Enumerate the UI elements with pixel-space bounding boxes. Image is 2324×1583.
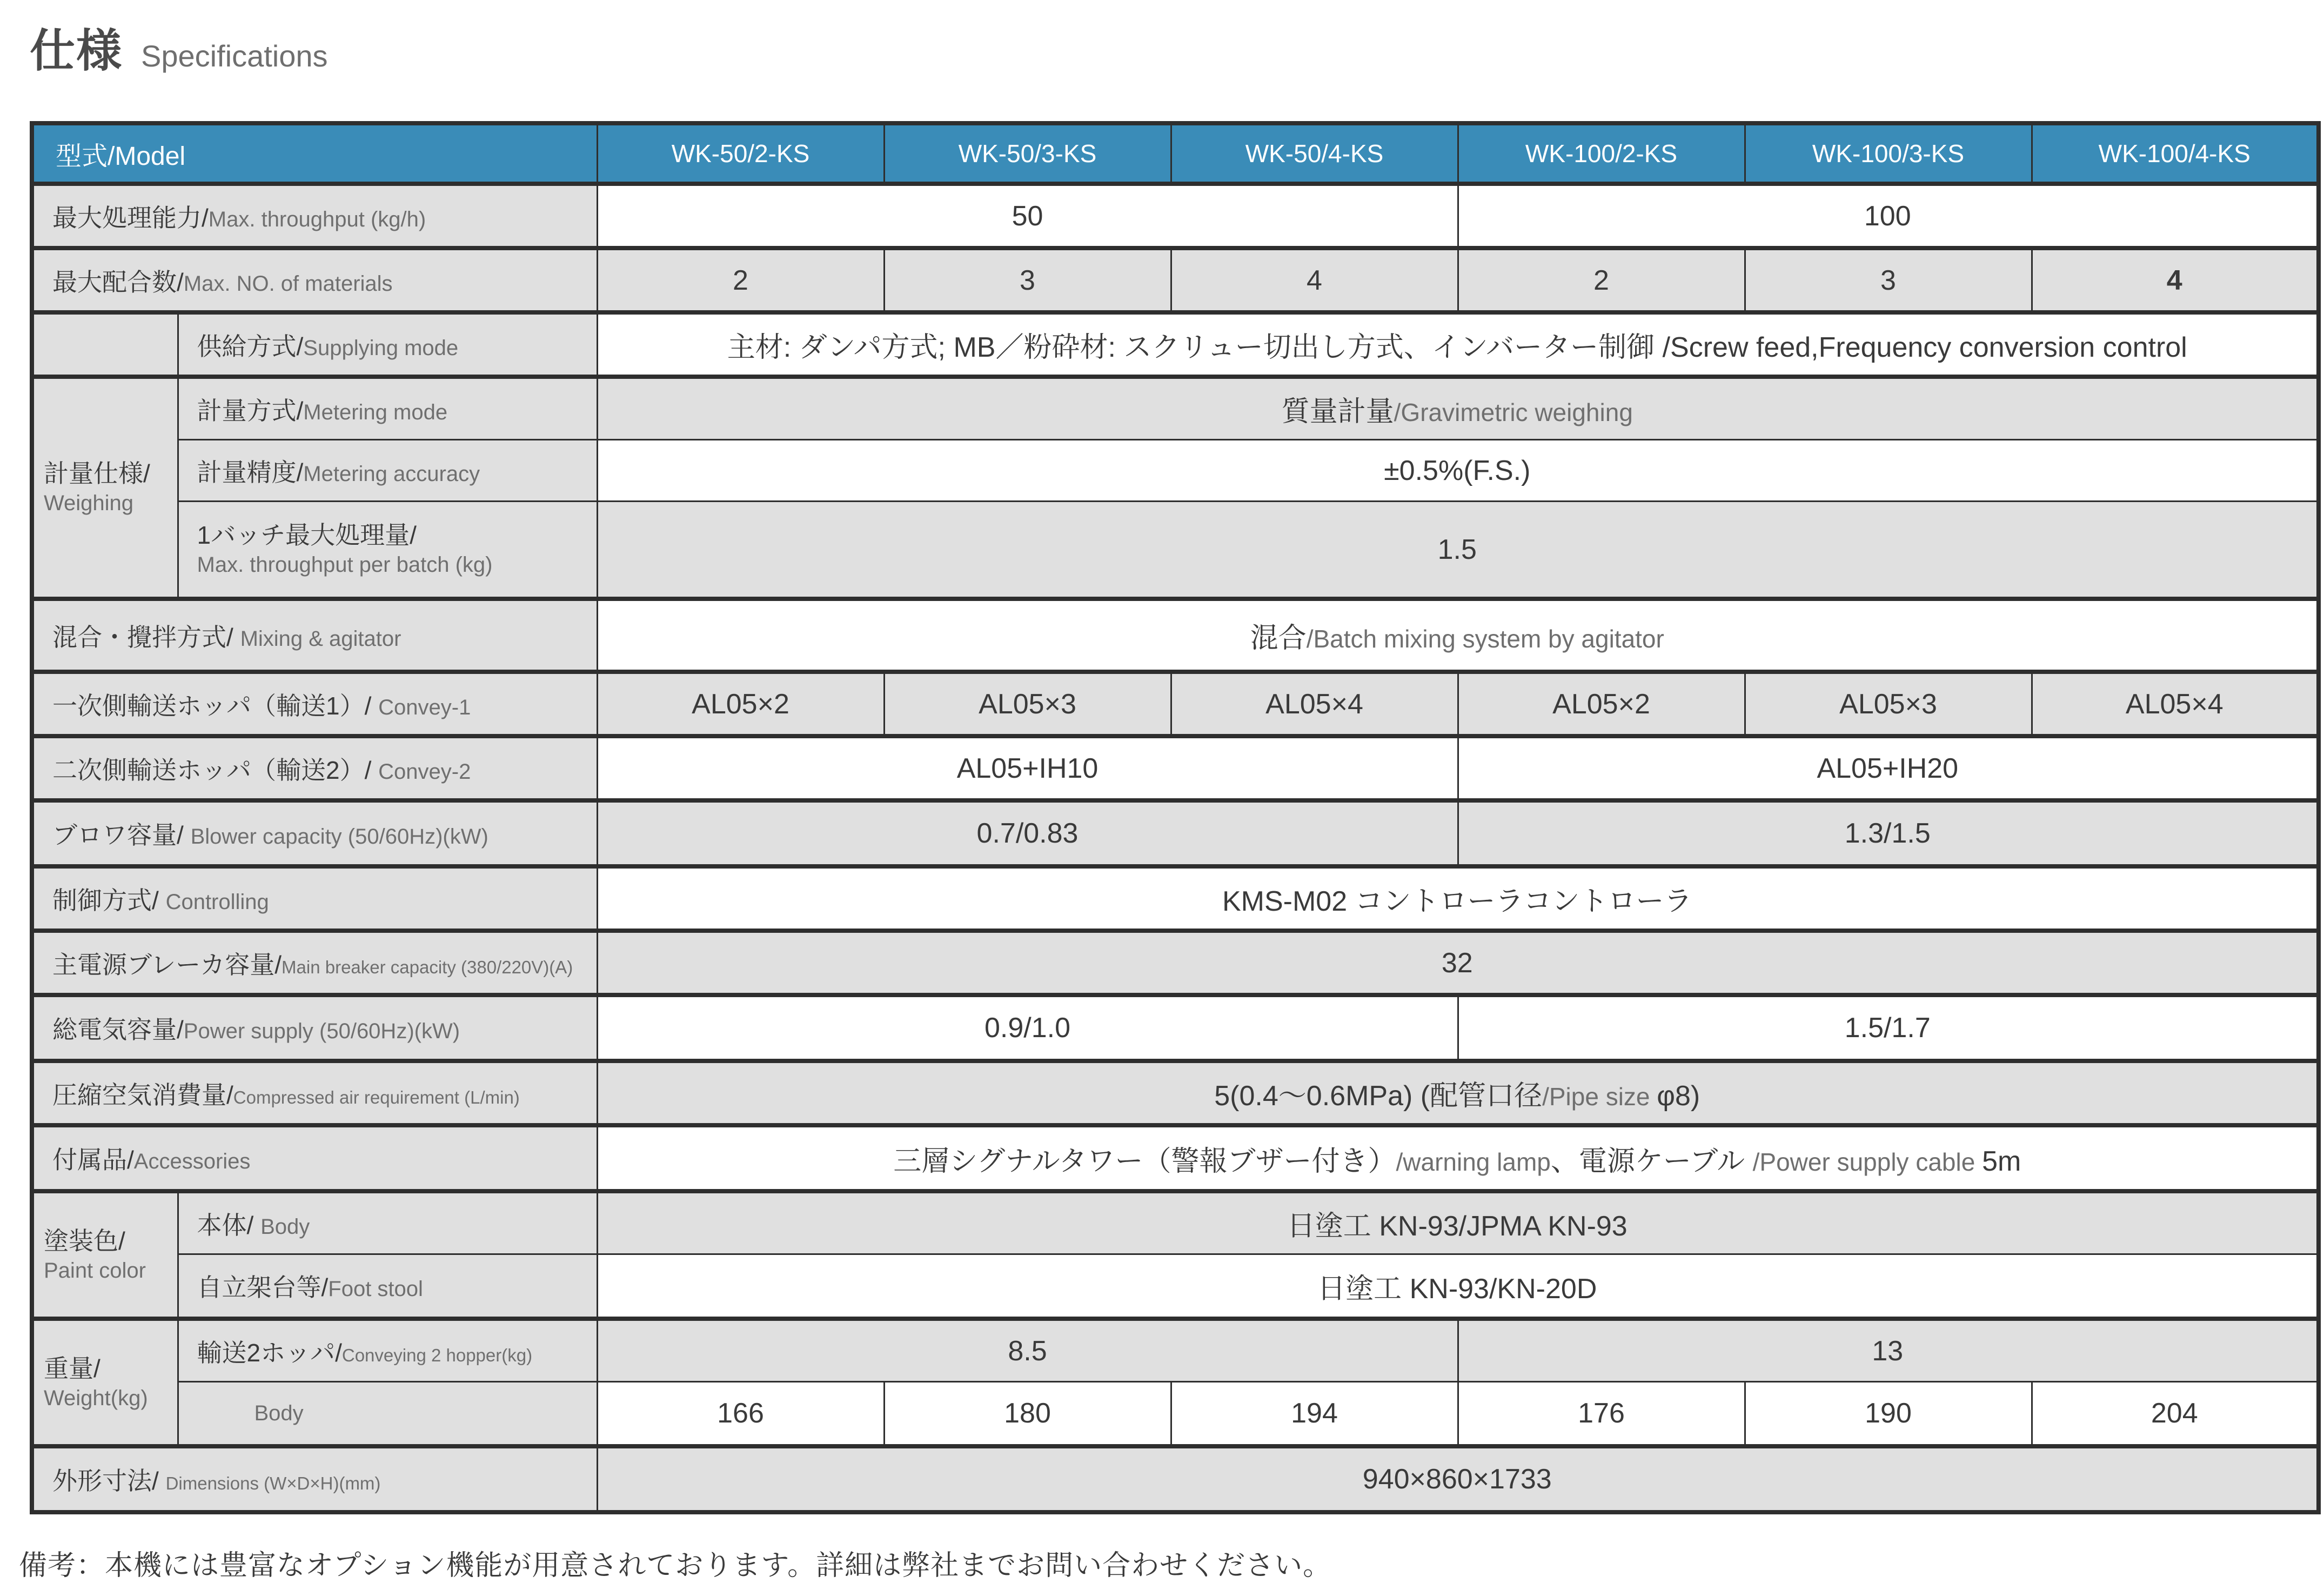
- group-label-weight: 重量/ Weight(kg): [32, 1319, 178, 1446]
- table-row-mixing: [32, 599, 2319, 672]
- value-cell: 100: [1458, 184, 2319, 248]
- row-label: 付属品/Accessories: [32, 1125, 597, 1191]
- value-cell: 940×860×1733: [597, 1446, 2319, 1512]
- value-cell: 180: [884, 1382, 1171, 1447]
- value-cell: 日塗工 KN-93/JPMA KN-93: [597, 1191, 2319, 1254]
- row-label: 二次側輸送ホッパ（輸送2）/ Convey-2: [32, 736, 597, 800]
- page-title-jp: 仕様: [30, 25, 123, 76]
- row-label: 最大配合数/Max. NO. of materials: [32, 248, 597, 312]
- model-column-header: WK-100/3-KS: [1745, 123, 2032, 184]
- table-row-weight-body: [32, 1382, 2319, 1447]
- value-cell: 32: [597, 931, 2319, 995]
- table-row-convey-2: [32, 736, 2319, 800]
- table-row-convey-1: [32, 672, 2319, 736]
- value-cell: 三層シグナルタワー（警報ブザー付き）/warning lamp、電源ケーブル /Power supply cable 5m: [597, 1125, 2319, 1191]
- row-label: 自立架台等/Foot stool: [178, 1254, 597, 1319]
- table-row-supplying-mode: [32, 312, 2319, 377]
- table-row-model-header: [32, 123, 2319, 184]
- remarks-note: 備考：本機には豊富なオプション機能が用意されております。詳細は弊社までお問い合わせください。: [19, 1550, 1332, 1581]
- value-cell: AL05×3: [884, 672, 1171, 736]
- value-cell: 176: [1458, 1382, 1745, 1447]
- specifications-table: [30, 121, 2321, 1514]
- value-cell: 3: [884, 248, 1171, 312]
- value-cell: 主材: ダンパ方式; MB／粉砕材: スクリュー切出し方式、インバーター制御 /Screw feed,Frequency conversion control: [597, 312, 2319, 377]
- value-cell: AL05×3: [1745, 672, 2032, 736]
- group-spacer-cell: [32, 312, 178, 377]
- row-label: 圧縮空気消費量/Compressed air requirement (L/min): [32, 1061, 597, 1125]
- value-cell: 混合/Batch mixing system by agitator: [597, 599, 2319, 672]
- value-cell: 194: [1171, 1382, 1458, 1447]
- table-row-metering-mode: [32, 377, 2319, 440]
- value-cell: 190: [1745, 1382, 2032, 1447]
- model-column-header: WK-50/2-KS: [597, 123, 884, 184]
- row-label: 1バッチ最大処理量/ Max. throughput per batch (kg): [178, 502, 597, 599]
- value-cell: 0.7/0.83: [597, 800, 1458, 866]
- value-cell: 1.5: [597, 502, 2319, 599]
- row-label: 主電源ブレーカ容量/Main breaker capacity (380/220V)(A): [32, 931, 597, 995]
- value-cell: 3: [1745, 248, 2032, 312]
- value-cell: 0.9/1.0: [597, 995, 1458, 1061]
- value-cell: 204: [2032, 1382, 2319, 1447]
- row-label: 輸送2ホッパ/Conveying 2 hopper(kg): [178, 1319, 597, 1382]
- table-row-main-breaker: [32, 931, 2319, 995]
- model-header-label: 型式/Model: [32, 123, 597, 184]
- value-cell: 166: [597, 1382, 884, 1447]
- group-label-weighing: 計量仕様/ Weighing: [32, 377, 178, 599]
- model-column-header: WK-100/4-KS: [2032, 123, 2319, 184]
- table-row-accessories: [32, 1125, 2319, 1191]
- value-cell: ±0.5%(F.S.): [597, 440, 2319, 502]
- table-row-dimensions: [32, 1446, 2319, 1512]
- value-cell: 質量計量/Gravimetric weighing: [597, 377, 2319, 440]
- row-label: 計量精度/Metering accuracy: [178, 440, 597, 502]
- value-cell: 50: [597, 184, 1458, 248]
- value-cell: 1.3/1.5: [1458, 800, 2319, 866]
- table-row-power-supply: [32, 995, 2319, 1061]
- row-label: 外形寸法/ Dimensions (W×D×H)(mm): [32, 1446, 597, 1512]
- value-cell: 2: [597, 248, 884, 312]
- value-cell: 13: [1458, 1319, 2319, 1382]
- table-row-compressed-air: [32, 1061, 2319, 1125]
- value-cell: 8.5: [597, 1319, 1458, 1382]
- table-row-metering-accuracy: [32, 440, 2319, 502]
- value-cell: 4: [2032, 248, 2319, 312]
- value-cell: AL05×2: [597, 672, 884, 736]
- row-label: 一次側輸送ホッパ（輸送1）/ Convey-1: [32, 672, 597, 736]
- table-row-max-throughput: [32, 184, 2319, 248]
- value-cell: KMS-M02 コントローラコントローラ: [597, 866, 2319, 931]
- value-cell: 4: [1171, 248, 1458, 312]
- value-cell: 5(0.4～0.6MPa) (配管口径/Pipe size φ8): [597, 1061, 2319, 1125]
- table-row-max-materials: [32, 248, 2319, 312]
- table-row-paint-body: [32, 1191, 2319, 1254]
- row-label: 供給方式/Supplying mode: [178, 312, 597, 377]
- value-cell: AL05×4: [2032, 672, 2319, 736]
- row-label: 制御方式/ Controlling: [32, 866, 597, 931]
- table-row-blower: [32, 800, 2319, 866]
- row-label: ブロワ容量/ Blower capacity (50/60Hz)(kW): [32, 800, 597, 866]
- model-column-header: WK-50/3-KS: [884, 123, 1171, 184]
- group-label-paint-color: 塗装色/ Paint color: [32, 1191, 178, 1319]
- row-label: 計量方式/Metering mode: [178, 377, 597, 440]
- table-row-batch-throughput: [32, 502, 2319, 599]
- value-cell: AL05×4: [1171, 672, 1458, 736]
- row-label: 総電気容量/Power supply (50/60Hz)(kW): [32, 995, 597, 1061]
- row-label: 本体/ Body: [178, 1191, 597, 1254]
- row-label: Body: [178, 1382, 597, 1447]
- model-column-header: WK-50/4-KS: [1171, 123, 1458, 184]
- value-cell: 日塗工 KN-93/KN-20D: [597, 1254, 2319, 1319]
- table-row-paint-foot-stool: [32, 1254, 2319, 1319]
- value-cell: AL05+IH10: [597, 736, 1458, 800]
- table-row-weight-hopper: [32, 1319, 2319, 1382]
- value-cell: 1.5/1.7: [1458, 995, 2319, 1061]
- value-cell: 2: [1458, 248, 1745, 312]
- model-column-header: WK-100/2-KS: [1458, 123, 1745, 184]
- value-cell: AL05×2: [1458, 672, 1745, 736]
- value-cell: AL05+IH20: [1458, 736, 2319, 800]
- page-title-en: Specifications: [141, 38, 328, 73]
- table-row-controlling: [32, 866, 2319, 931]
- row-label: 混合・攪拌方式/ Mixing & agitator: [32, 599, 597, 672]
- row-label: 最大処理能力/Max. throughput (kg/h): [32, 184, 597, 248]
- page-title: [30, 14, 2324, 74]
